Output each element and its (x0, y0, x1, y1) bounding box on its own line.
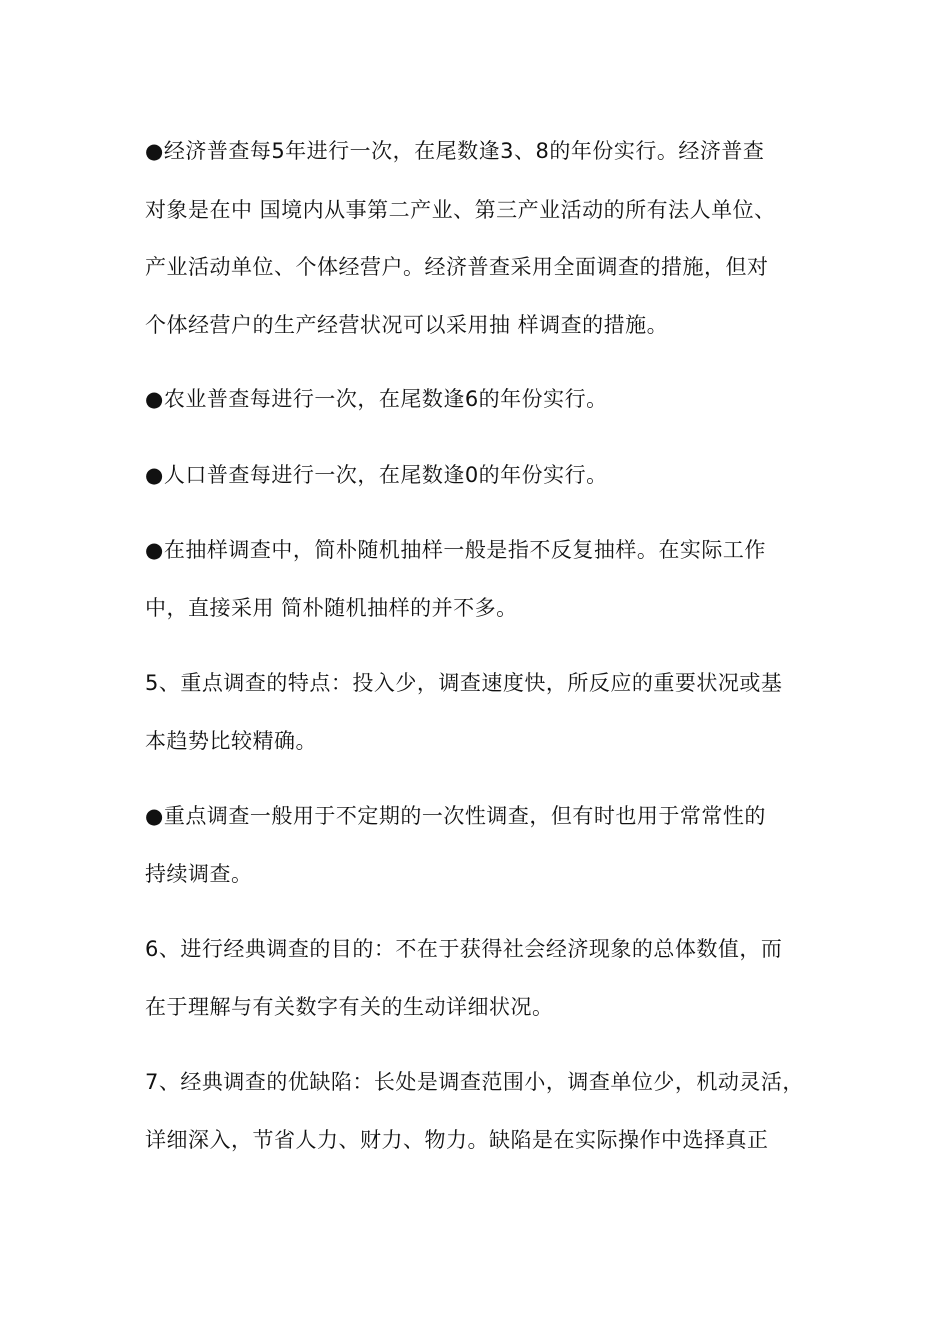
text-line: 本趋势比较精确。 (145, 729, 317, 753)
text-line: ●农业普查每进行一次，在尾数逢6的年份实行。 (145, 387, 608, 411)
text-line: ●经济普查每5年进行一次，在尾数逢3、8的年份实行。经济普查 (145, 139, 765, 163)
text-line: 7、经典调查的优缺陷：长处是调查范围小，调查单位少，机动灵活， (145, 1070, 804, 1094)
text-line: 详细深入，节省人力、财力、物力。缺陷是在实际操作中选择真正 (145, 1128, 769, 1152)
text-line: ●重点调查一般用于不定期的一次性调查，但有时也用于常常性的 (145, 804, 766, 828)
text-line: ●在抽样调查中，简朴随机抽样一般是指不反复抽样。在实际工作 (145, 538, 766, 562)
text-line: 个体经营户的生产经营状况可以采用抽 样调查的措施。 (145, 313, 669, 337)
text-line: 持续调查。 (145, 862, 253, 886)
text-line: ●人口普查每进行一次，在尾数逢0的年份实行。 (145, 463, 608, 487)
text-line: 产业活动单位、个体经营户。经济普查采用全面调查的措施，但对 (145, 255, 769, 279)
text-line: 6、进行经典调查的目的：不在于获得社会经济现象的总体数值，而 (145, 937, 783, 961)
text-line: 在于理解与有关数字有关的生动详细状况。 (145, 995, 554, 1019)
text-line: 中，直接采用 简朴随机抽样的并不多。 (145, 596, 518, 620)
text-line: 对象是在中 国境内从事第二产业、第三产业活动的所有法人单位、 (145, 198, 776, 222)
text-line: 5、重点调查的特点：投入少，调查速度快，所反应的重要状况或基 (145, 671, 783, 695)
